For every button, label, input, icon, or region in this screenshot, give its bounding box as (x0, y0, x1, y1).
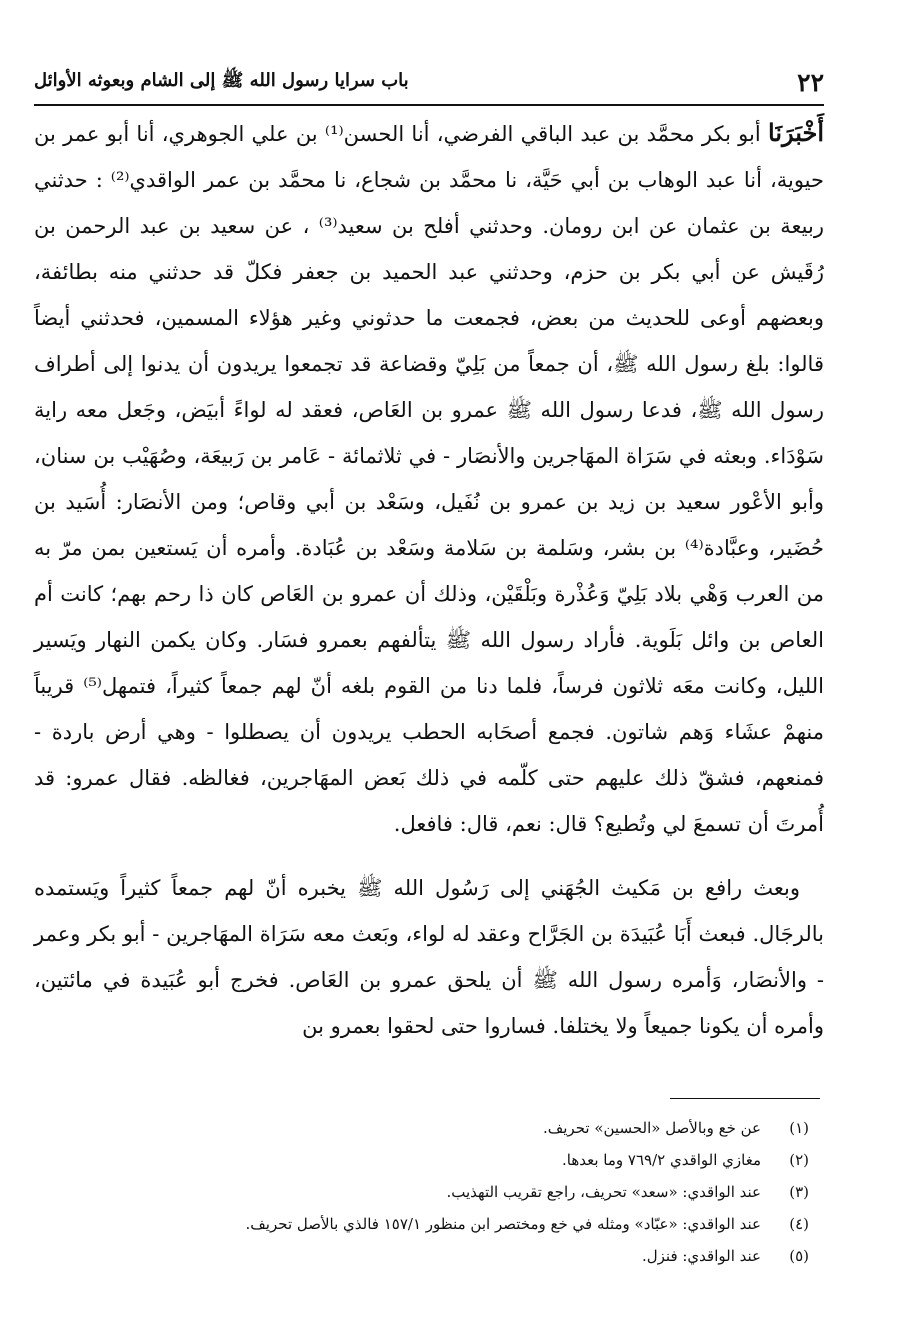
footnote (34, 1208, 809, 1240)
footnote-number: (٢) (789, 1151, 809, 1169)
footnote (34, 1112, 809, 1144)
paragraph-1-text: أبو بكر محمَّد بن عبد الباقي الفرضي، أنا الحسن⁽¹⁾ بن علي الجوهري، أنا أبو عمر بن حيوية، أنا عبد الوهاب بن أبي حَيَّة، نا محمَّد بن شجاع، نا محمَّد بن عمر الواقدي⁽²⁾ : حدثني ربيعة بن عثمان عن ابن رومان. وحدثني أفلح بن سعيد⁽³⁾ ، عن سعيد بن عبد الرحمن بن رُقَيش عن أبي بكر بن حزم، وحدثني عبد الحميد بن جعفر فكلّ قد حدثني منه بطائفة، وبعضهم أوعى للحديث من بعض، فجمعت ما حدثوني وغير هؤلاء المسمين، فحدثني أيضاً قالوا: بلغ رسول الله ﷺ، أن جمعاً من بَلِيّ وقضاعة قد تجمعوا يريدون أن يدنوا إلى أطراف رسول الله ﷺ، فدعا رسول الله ﷺ عمرو بن العَاص، فعقد له لواءً أبيَض، وجَعل معه راية سَوْدَاء. وبعثه في سَرَاة المهَاجرين والأنصَار - في ثلاثمائة - عَامر بن رَبيعَة، وصُهَيْب بن سنان، وأبو الأعْور سعيد بن زيد بن عمرو بن نُفَيل، وسَعْد بن أبي وقاص؛ ومن الأنصَار: أُسَيد بن حُضَير، وعبَّادة⁽⁴⁾ بن بشر، وسَلمة بن سَلامة وسَعْد بن عُبَادة. وأمره أن يَستعين بمن مرّ به من العرب وَهْي بلاد بَلِيّ وَعُذْرة وبَلْقَيْن، وذلك أن عمرو بن العَاص كان ذا رحم بهم؛ كانت أم العاص بن وائل بَلَوية. فأراد رسول الله ﷺ يتألفهم بعمرو فسَار. وكان يكمن النهار ويَسير الليل، وكانت معَه ثلاثون فرساً، فلما دنا من القوم بلغه أنّ لهم جمعاً كثيراً، فتمهل⁽⁵⁾ قريباً منهمْ عشَاء وَهم شاتون. فجمع أصحَابه الحطب يريدون أن يصطلوا - وهي أرض باردة - فمنعهم، فشقّ ذلك عليهم حتى كلّمه في ذلك بَعض المهَاجرين، فغالظه. فقال عمرو: قد أُمرتَ أن تسمعَ لي وتُطيع؟ قال: نعم، قال: فافعل. (34, 122, 825, 836)
footnote (34, 1176, 809, 1208)
footnote-number: (٣) (789, 1183, 809, 1201)
footnote (34, 1240, 809, 1272)
footnote-divider (670, 1098, 820, 1099)
running-header (34, 60, 824, 104)
footnote-text: عن خع وبالأصل «الحسين» تحريف. (542, 1119, 761, 1137)
header-title: باب سرايا رسول الله ﷺ إلى الشام وبعوثه الأوائل (34, 70, 409, 91)
footnote-number: (٥) (789, 1247, 809, 1265)
header-divider (34, 104, 824, 106)
paragraph-2: وبعث رافع بن مَكيث الجُهَني إلى رَسُول الله ﷺ يخبره أنّ لهم جمعاً كثيراً ويَستمده بالرجَال. فبعث أَبَا عُبَيدَة بن الجَرَّاح وعقد له لواء، وبَعث معه سَرَاة المهَاجرين - أبو بكر وعمر - والأنصَار، وَأمره رسول الله ﷺ أن يلحق عمرو بن العَاص. فخرج أبو عُبَيدة في مائتين، وأمره أن يكونا جميعاً ولا يختلفا. فساروا حتى لحقوا بعمرو بن (34, 876, 824, 1038)
footnote-text: عند الواقدي: «سعد» تحريف، راجع تقريب التهذيب. (446, 1183, 761, 1201)
footnotes (34, 1112, 809, 1272)
footnote-number: (٤) (789, 1215, 809, 1233)
footnote-text: عند الواقدي: «عبّاد» ومثله في خع ومختصر ابن منظور ١٥٧/١ فالذي بالأصل تحريف. (245, 1215, 761, 1233)
footnote-text: عند الواقدي: فنزل. (641, 1247, 761, 1265)
lead-word: أَخْبَرَنَا (768, 118, 824, 147)
main-text (34, 110, 824, 1049)
footnote-text: مغازي الواقدي ٧٦٩/٢ وما بعدها. (561, 1151, 761, 1169)
page-number: ٢٢ (797, 67, 824, 97)
paragraph-1 (34, 110, 824, 847)
footnote (34, 1144, 809, 1176)
footnote-number: (١) (789, 1119, 809, 1137)
